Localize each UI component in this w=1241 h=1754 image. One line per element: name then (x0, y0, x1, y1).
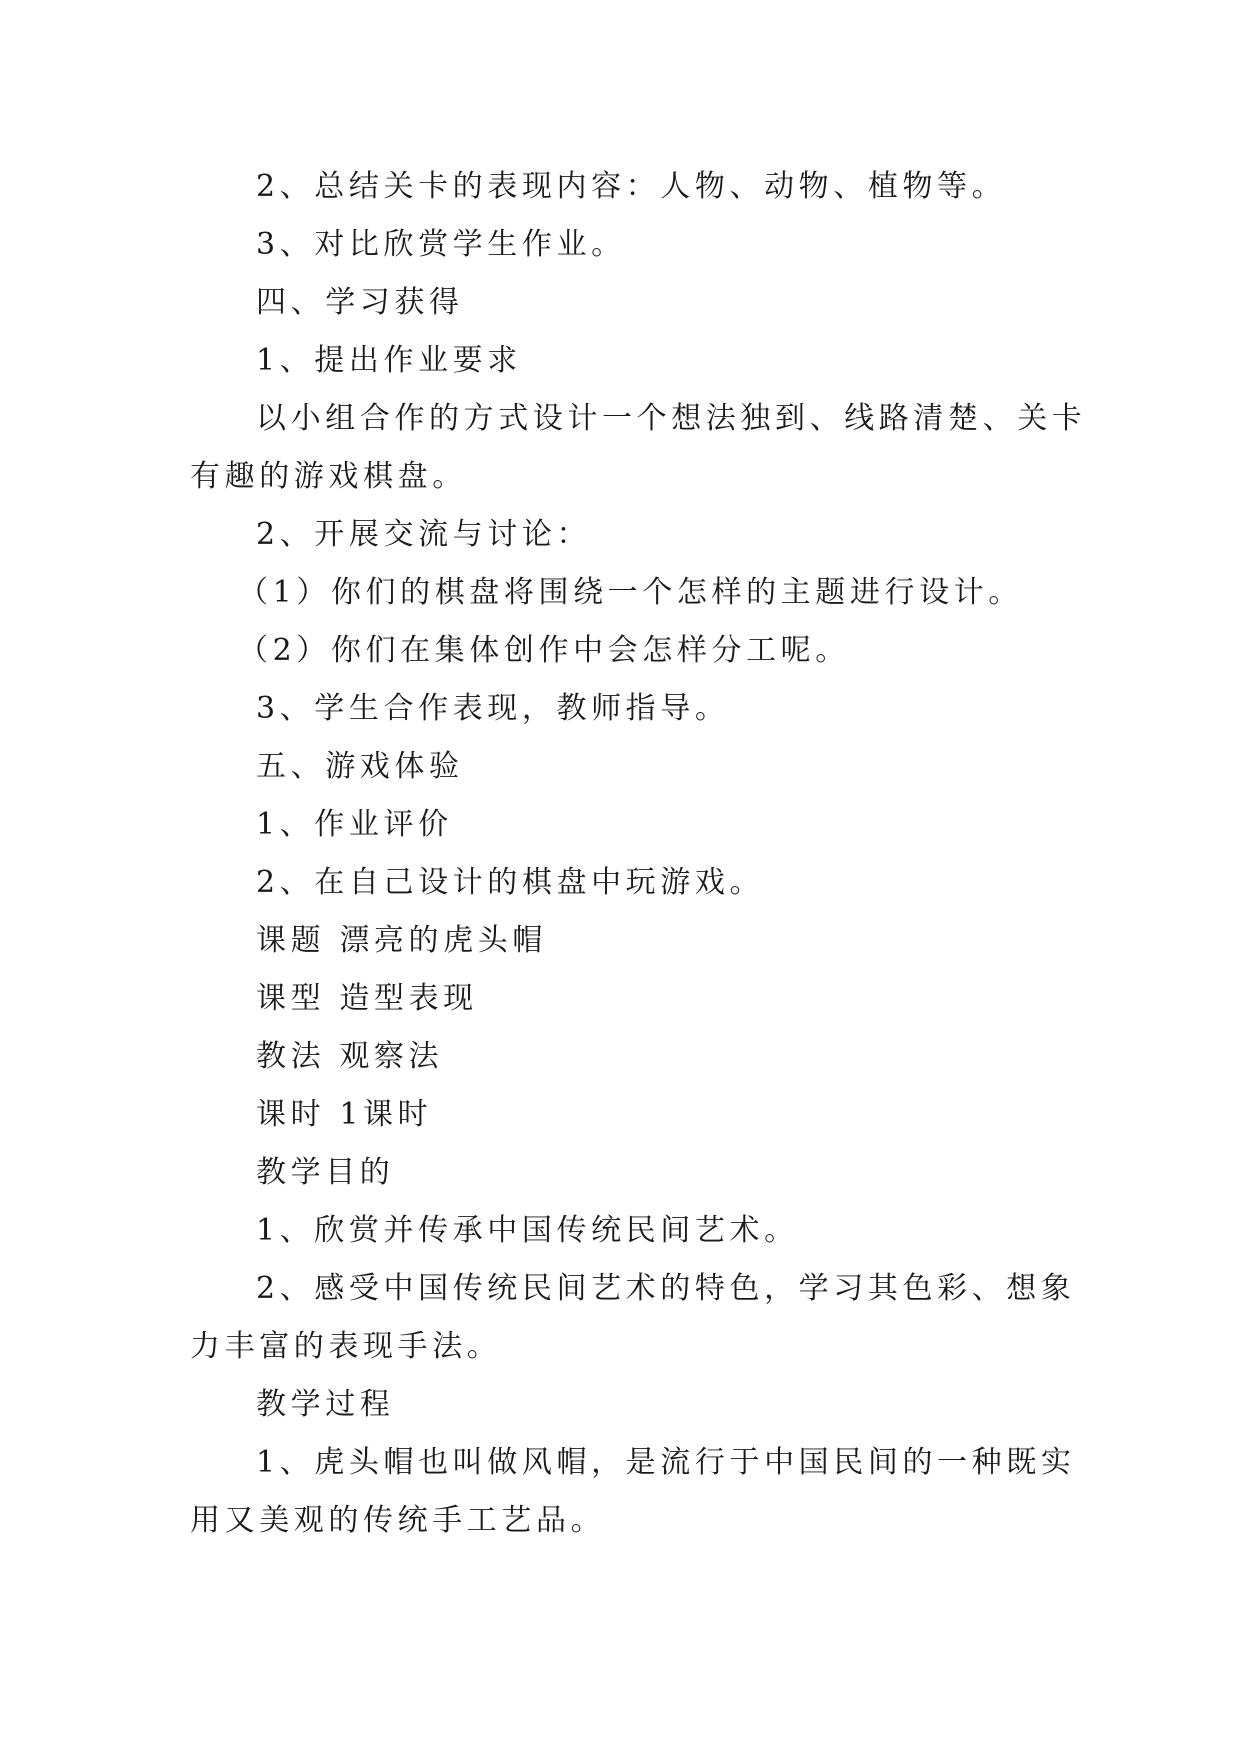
lesson-type: 课型 造型表现 (256, 981, 478, 1016)
paragraph-line: （1）你们的棋盘将围绕一个怎样的主题进行设计。 (238, 575, 1023, 610)
paragraph-line: 3、学生合作表现，教师指导。 (256, 691, 730, 726)
paragraph-line: （2）你们在集体创作中会怎样分工呢。 (238, 633, 850, 668)
section-heading: 教学目的 (256, 1155, 395, 1190)
paragraph-line: 1、提出作业要求 (256, 343, 522, 378)
paragraph-line-continued: 力丰富的表现手法。 (190, 1329, 502, 1364)
paragraph-line-continued: 用又美观的传统手工艺品。 (190, 1503, 606, 1538)
section-heading: 教学过程 (256, 1387, 395, 1422)
paragraph-line: 1、作业评价 (256, 807, 453, 842)
paragraph-line: 以小组合作的方式设计一个想法独到、线路清楚、关卡 (256, 401, 1087, 436)
section-heading: 五、游戏体验 (256, 749, 464, 784)
paragraph-line: 3、对比欣赏学生作业。 (256, 227, 626, 262)
lesson-title: 课题 漂亮的虎头帽 (256, 923, 547, 958)
paragraph-line: 2、在自己设计的棋盘中玩游戏。 (256, 865, 765, 900)
paragraph-line: 2、感受中国传统民间艺术的特色，学习其色彩、想象 (256, 1271, 1076, 1306)
paragraph-line: 2、总结关卡的表现内容：人物、动物、植物等。 (256, 169, 1007, 204)
paragraph-line: 2、开展交流与讨论： (256, 517, 592, 552)
document-body (190, 158, 1087, 1550)
lesson-period: 课时 1课时 (256, 1097, 433, 1132)
paragraph-line: 1、欣赏并传承中国传统民间艺术。 (256, 1213, 799, 1248)
section-heading: 四、学习获得 (256, 285, 464, 320)
lesson-method: 教法 观察法 (256, 1039, 444, 1074)
paragraph-line-continued: 有趣的游戏棋盘。 (190, 459, 467, 494)
paragraph-line: 1、虎头帽也叫做风帽，是流行于中国民间的一种既实 (256, 1445, 1076, 1480)
